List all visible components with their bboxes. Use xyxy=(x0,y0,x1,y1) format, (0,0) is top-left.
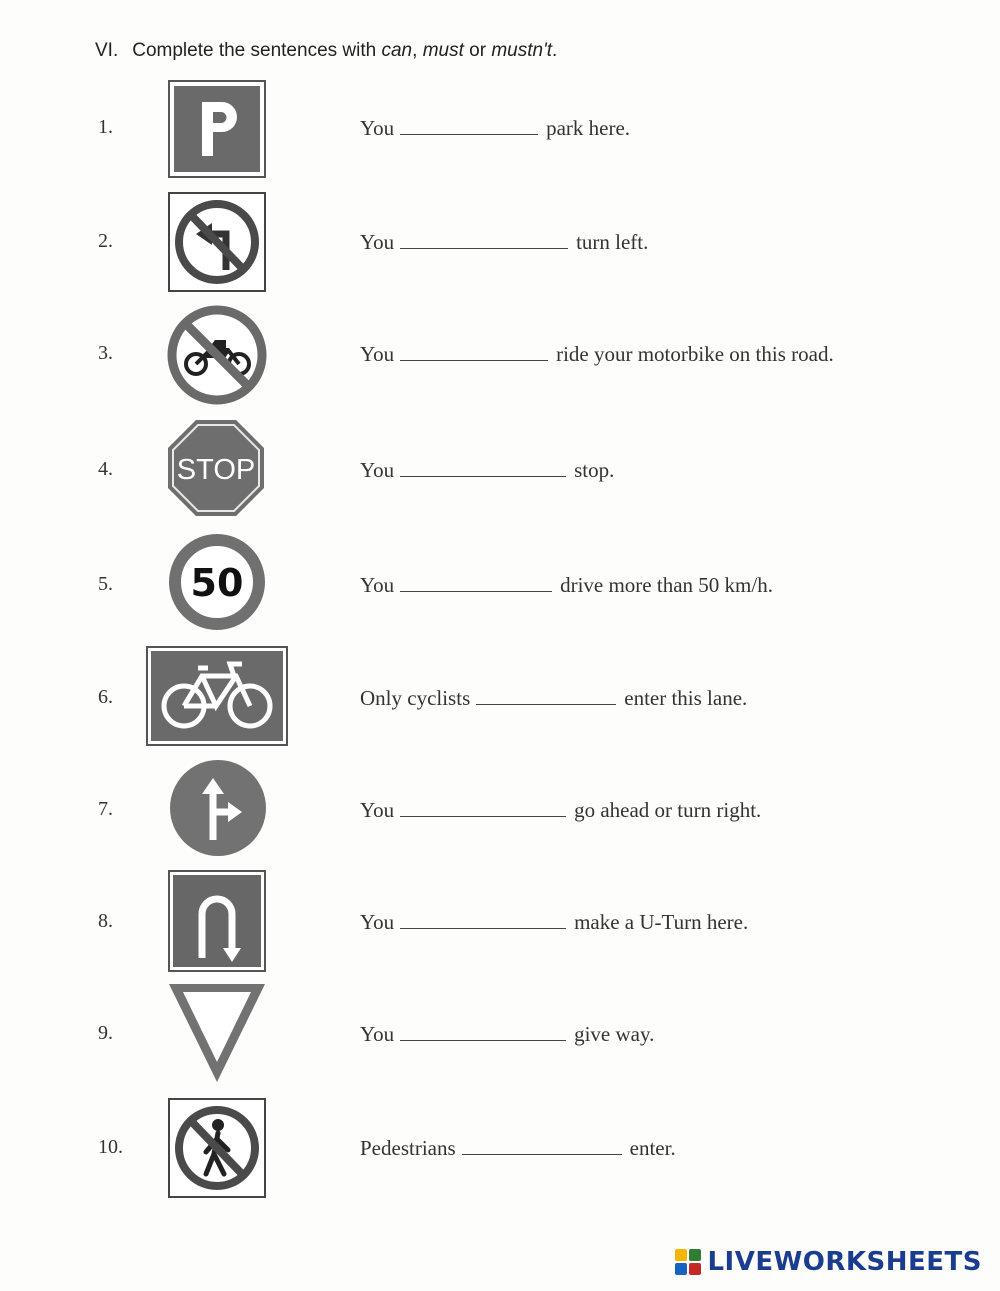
sentence-end: enter. xyxy=(629,1136,676,1160)
sentence xyxy=(360,230,648,255)
exercise-item-2 xyxy=(0,192,1000,302)
sentence-end: enter this lane. xyxy=(624,686,748,710)
exercise-item-6 xyxy=(0,646,1000,756)
answer-blank[interactable] xyxy=(400,815,566,817)
item-number: 9. xyxy=(98,1022,113,1044)
sentence xyxy=(360,910,748,935)
sentence-start: You xyxy=(360,1022,395,1046)
item-number: 5. xyxy=(98,573,113,595)
sentence-end: park here. xyxy=(546,116,631,140)
no-pedestrians-sign-icon xyxy=(168,1098,266,1198)
sentence-start: You xyxy=(360,458,395,482)
sentence xyxy=(360,798,761,823)
sentence-start: You xyxy=(360,798,395,822)
sentence-start: You xyxy=(360,910,395,934)
sentence-start: Only cyclists xyxy=(360,686,471,710)
sentence-end: make a U-Turn here. xyxy=(574,910,749,934)
sentence-start: You xyxy=(360,116,395,140)
answer-blank[interactable] xyxy=(476,703,616,705)
separator: . xyxy=(551,40,558,61)
section-number: VI. xyxy=(95,40,119,61)
separator: or xyxy=(463,40,492,61)
word-must: must xyxy=(422,40,464,61)
sentence xyxy=(360,1136,676,1161)
exercise-heading xyxy=(95,40,557,62)
ahead-or-right-sign-icon xyxy=(168,758,268,858)
sentence-end: ride your motorbike on this road. xyxy=(556,342,834,366)
exercise-item-9 xyxy=(0,980,1000,1090)
separator: , xyxy=(412,40,423,61)
sentence xyxy=(360,342,834,367)
exercise-item-10 xyxy=(0,1098,1000,1208)
cycle-lane-sign-icon xyxy=(146,646,288,746)
speed-limit-sign-icon xyxy=(168,533,266,631)
sentence-end: stop. xyxy=(574,458,615,482)
exercise-item-1 xyxy=(0,80,1000,190)
brand-name: LIVEWORKSHEETS xyxy=(707,1247,982,1277)
stop-sign-icon xyxy=(166,418,266,518)
sentence xyxy=(360,116,630,141)
sentence-start: Pedestrians xyxy=(360,1136,456,1160)
answer-blank[interactable] xyxy=(462,1153,622,1155)
item-number: 10. xyxy=(98,1136,123,1158)
sentence xyxy=(360,458,614,483)
item-number: 2. xyxy=(98,230,113,252)
sentence-start: You xyxy=(360,573,395,597)
word-mustnt: mustn't xyxy=(491,40,552,61)
sentence-end: go ahead or turn right. xyxy=(574,798,762,822)
no-motorbikes-sign-icon xyxy=(166,304,268,406)
sentence xyxy=(360,1022,654,1047)
no-left-turn-sign-icon xyxy=(168,192,266,292)
answer-blank[interactable] xyxy=(400,1039,566,1041)
answer-blank[interactable] xyxy=(400,359,548,361)
sentence xyxy=(360,573,773,598)
instruction-text: Complete the sentences with xyxy=(132,40,382,61)
exercise-item-3 xyxy=(0,304,1000,414)
liveworksheets-logo-icon xyxy=(675,1249,701,1275)
item-number: 3. xyxy=(98,342,113,364)
sentence-start: You xyxy=(360,342,395,366)
item-number: 6. xyxy=(98,686,113,708)
answer-blank[interactable] xyxy=(400,475,566,477)
answer-blank[interactable] xyxy=(400,133,538,135)
parking-sign-icon xyxy=(168,80,266,178)
sentence xyxy=(360,686,747,711)
word-can: can xyxy=(381,40,413,61)
answer-blank[interactable] xyxy=(400,590,552,592)
sentence-start: You xyxy=(360,230,395,254)
stop-sign-text: STOP xyxy=(176,454,256,486)
exercise-item-4 xyxy=(0,418,1000,528)
answer-blank[interactable] xyxy=(400,247,568,249)
sentence-end: turn left. xyxy=(576,230,649,254)
give-way-sign-icon xyxy=(166,980,268,1086)
sentence-end: give way. xyxy=(574,1022,655,1046)
answer-blank[interactable] xyxy=(400,927,566,929)
exercise-item-7 xyxy=(0,758,1000,868)
exercise-item-5 xyxy=(0,533,1000,643)
item-number: 7. xyxy=(98,798,113,820)
u-turn-sign-icon xyxy=(168,870,266,972)
sentence-end: drive more than 50 km/h. xyxy=(560,573,773,597)
speed-limit-text: 50 xyxy=(190,561,244,605)
item-number: 1. xyxy=(98,116,113,138)
exercise-item-8 xyxy=(0,870,1000,980)
liveworksheets-branding xyxy=(675,1247,982,1277)
item-number: 8. xyxy=(98,910,113,932)
item-number: 4. xyxy=(98,458,113,480)
